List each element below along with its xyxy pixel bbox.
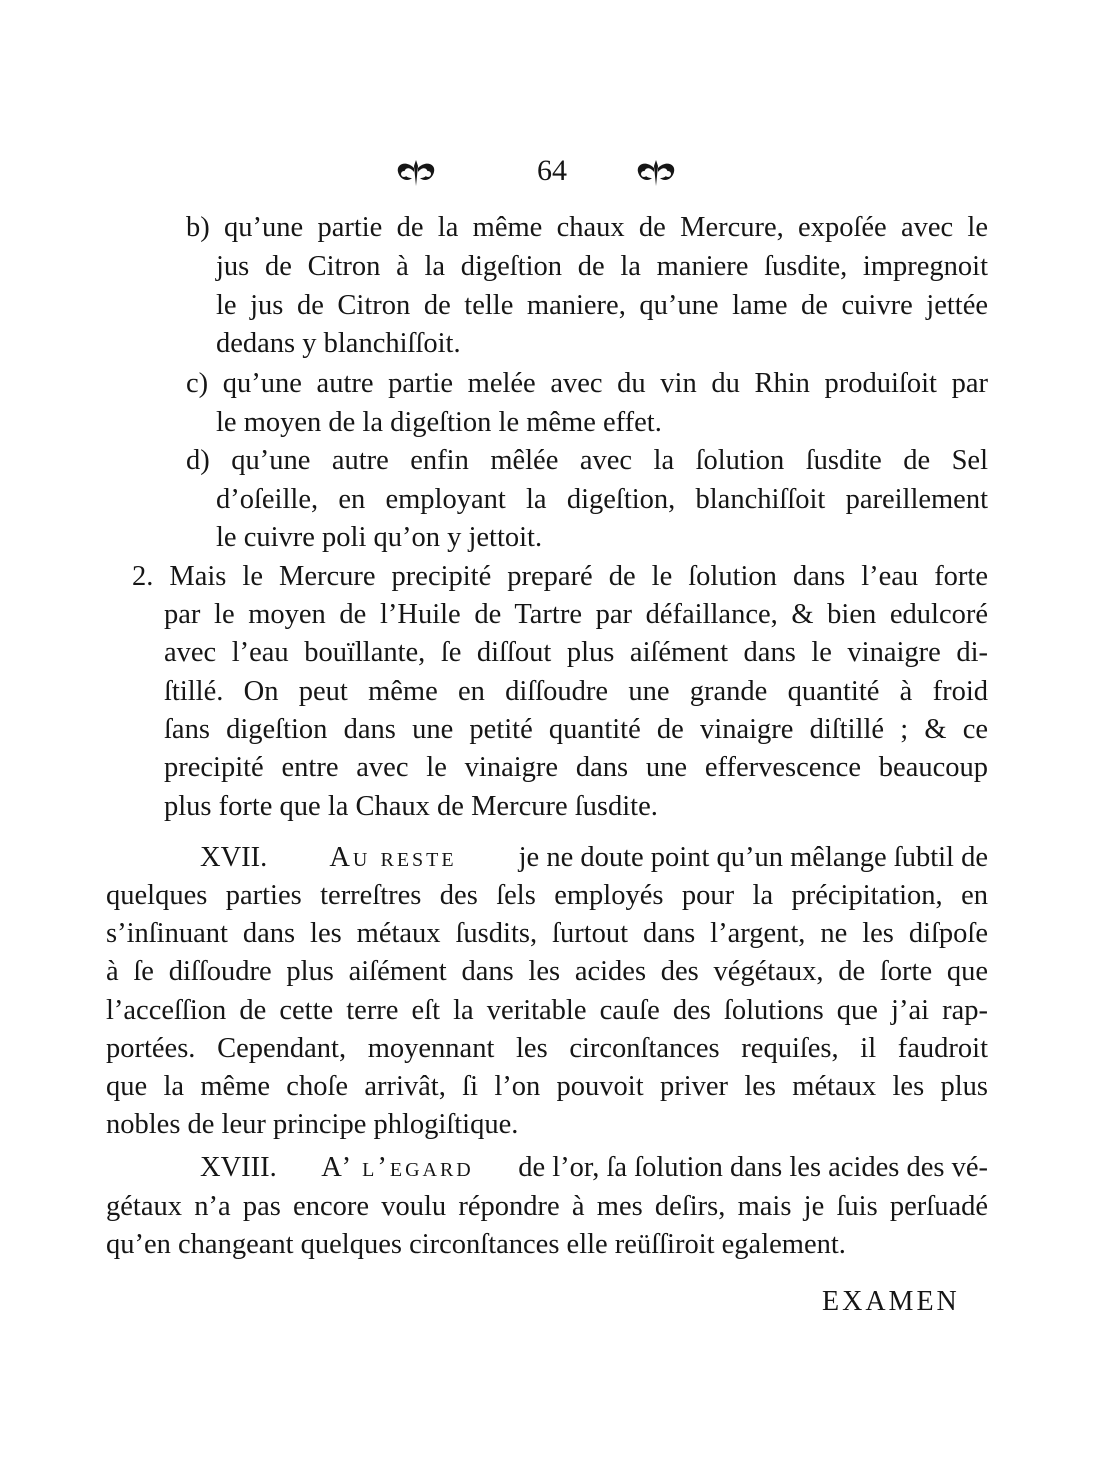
section-line: nobles de leur principe phlogiſtique. [106,1109,519,1140]
page-number: 64 [537,154,567,187]
section-line: je ne doute point qu’un mêlange ſubtil de [518,842,988,873]
section-line: qu’en changeant quelques circonſtances elle reüſſiroit egalement. [106,1229,846,1260]
item-2-line: ſtillé. On peut même en diſſoudre une grande quantité à froid [164,676,988,707]
item-2-line: par le moyen de l’Huile de Tartre par défaillance, & bien edulcoré [164,599,988,630]
section-line: quelques parties terreſtres des ſels employés pour la précipitation, en [106,880,988,911]
section-lead-words: Au reste [329,842,457,873]
section-line: à ſe diſſoudre plus aiſément dans les acides des végétaux, de ſorte que [106,956,988,987]
section-numeral: XVII. [200,842,268,873]
section-xviii-first-line [200,1150,988,1186]
section-line: l’acceſſion de cette terre eſt la veritable cauſe des ſolutions que j’ai rap- [106,995,988,1026]
item-b-line: b) qu’une partie de la même chaux de Mercure, expoſée avec le [186,212,988,243]
item-b-line: le jus de Citron de telle maniere, qu’une lame de cuivre jettée [216,290,988,321]
section-lead-words: A’ l’egard [321,1152,474,1183]
fleuron-ornament-icon [634,158,678,188]
item-c-line: le moyen de la digeſtion le même effet. [216,407,662,438]
section-numeral: XVIII. [200,1152,277,1183]
item-b-line: jus de Citron à la digeſtion de la maniere ſusdite, impregnoit [216,251,988,282]
item-d-line: le cuivre poli qu’on y jettoit. [216,522,543,553]
item-d-line: d) qu’une autre enfin mêlée avec la ſolution ſusdite de Sel [186,445,988,476]
section-line: portées. Cependant, moyennant les circonſtances requiſes, il faudroit [106,1033,988,1064]
section-line: de l’or, ſa ſolution dans les acides des vé- [518,1152,988,1183]
item-2-line: avec l’eau bouïllante, ſe diſſout plus aiſément dans le vinaigre di- [164,637,988,668]
item-b-line: dedans y blanchiſſoit. [216,328,461,359]
section-line: gétaux n’a pas encore voulu répondre à mes deſirs, mais je ſuis perſuadé [106,1191,988,1222]
section-line: que la même choſe arrivât, ſi l’on pouvoit priver les métaux les plus [106,1071,988,1102]
item-2-line: ſans digeſtion dans une petité quantité de vinaigre diſtillé ; & ce [164,714,988,745]
item-c-line: c) qu’une autre partie melée avec du vin du Rhin produiſoit par [186,368,988,399]
item-2-line: 2. Mais le Mercure precipité preparé de le ſolution dans l’eau forte [132,561,988,592]
section-xvii-first-line [200,840,988,876]
item-d-line: d’oſeille, en employant la digeſtion, blanchiſſoit pareillement [216,484,988,515]
fleuron-ornament-icon [394,158,438,188]
catchword: EXAMEN [822,1286,960,1317]
section-line: s’inſinuant dans les métaux ſusdits, ſurtout dans l’argent, ne les diſpoſe [106,918,988,949]
item-2-line: precipité entre avec le vinaigre dans une effervescence beaucoup [164,752,988,783]
page-header [0,152,1100,196]
item-2-line: plus forte que la Chaux de Mercure ſusdite. [164,791,658,822]
